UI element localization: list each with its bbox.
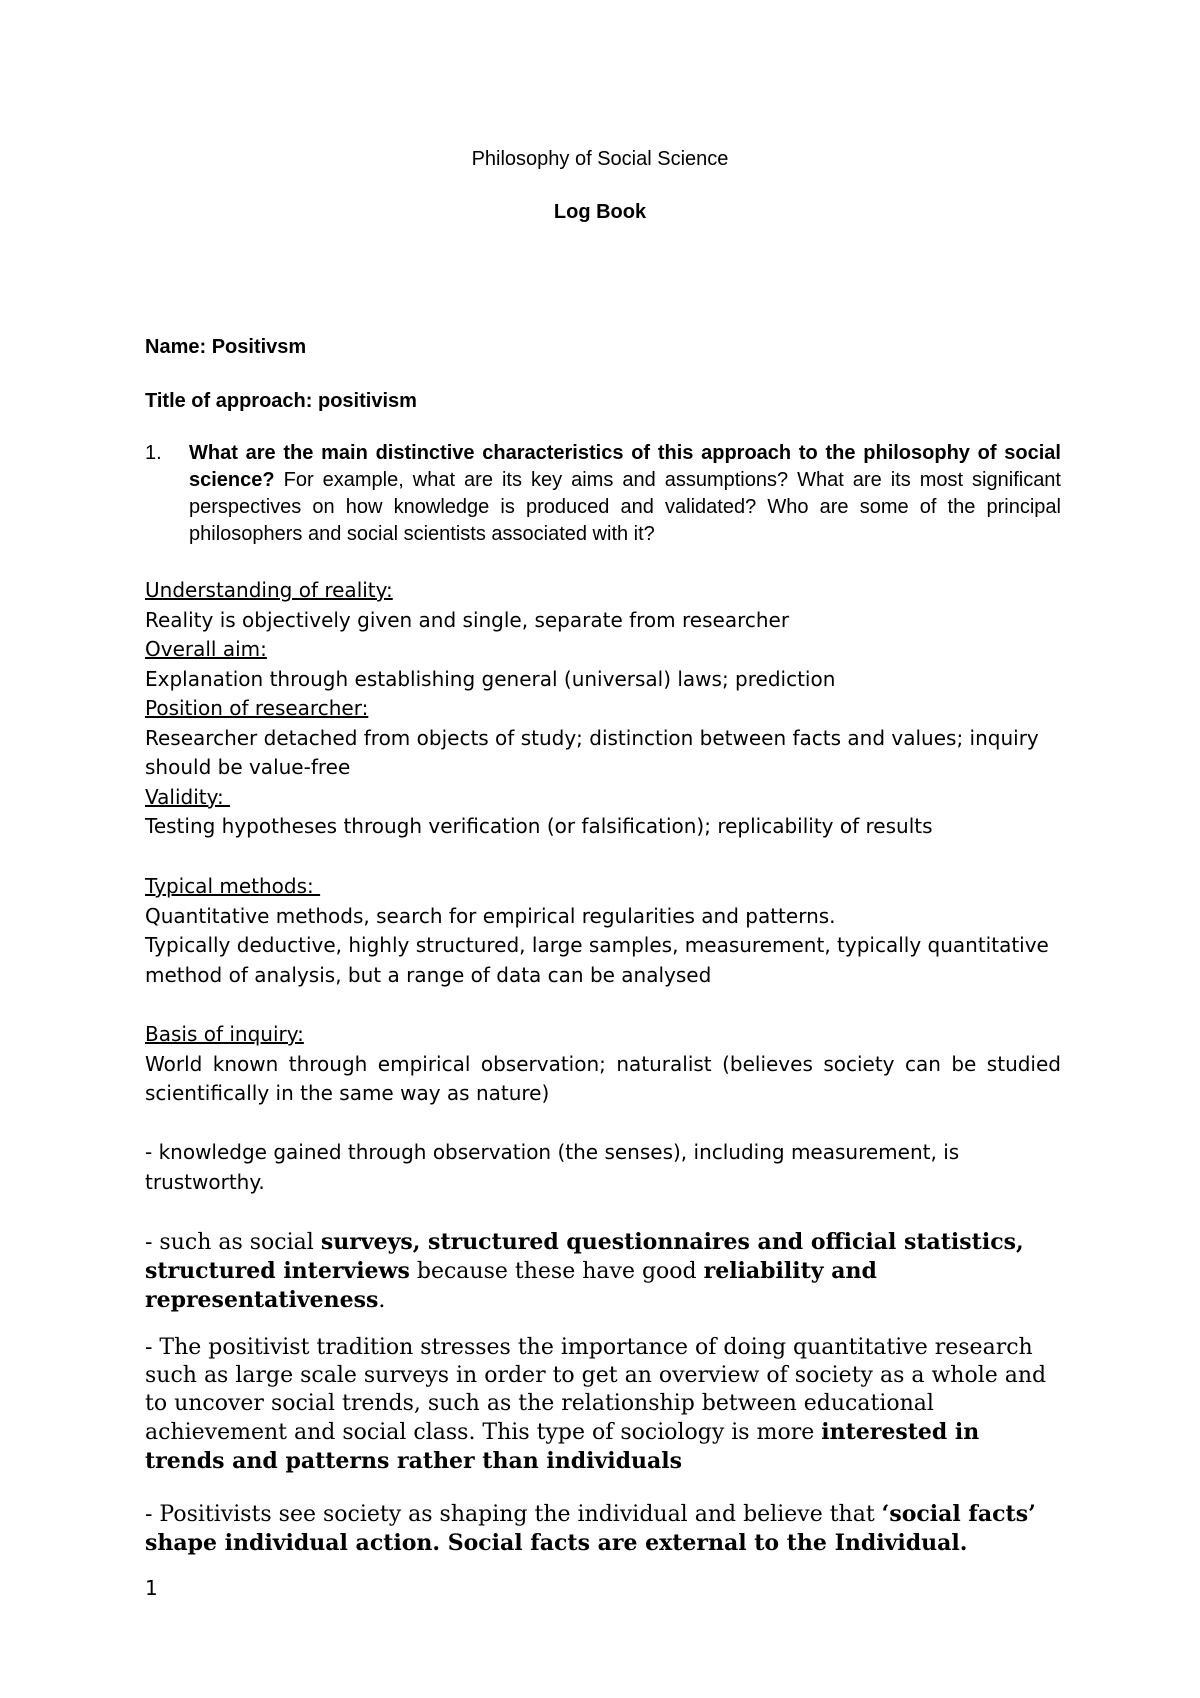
p1-text-a: - such as social (145, 1230, 321, 1255)
approach-title-label: Title of approach: (145, 390, 313, 412)
methods-text-1: Quantitative methods, search for empirical regularities and patterns. (145, 903, 836, 928)
reality-heading: Understanding of reality: (145, 578, 393, 602)
positivist-tradition-paragraph (145, 1334, 1061, 1476)
methods-text-2: Typically deductive, highly structured, large samples, measurement, typically quantitative method of analysis, but a range of data can be analysed (145, 933, 1049, 987)
aim-heading: Overall aim: (145, 637, 267, 661)
knowledge-paragraph: - knowledge gained through observation (the senses), including measurement, is trustworthy. (145, 1140, 960, 1194)
question-number: 1. (145, 442, 162, 464)
p2-text-a: - The positivist tradition stresses the importance of doing quantitative research such as large scale surveys in order to get an overview of society as a whole and to uncover social trends, such as the relationship between educational achievement and social class. This type of sociology is more (145, 1335, 1047, 1445)
basis-block (145, 1020, 1061, 1109)
aim-text: Explanation through establishing general (universal) laws; prediction (145, 666, 836, 691)
p1-text-e: . (378, 1288, 386, 1313)
characteristics-block (145, 576, 1061, 842)
methods-heading: Typical methods: (145, 874, 321, 898)
p2-bold-b: interested in trends and patterns rather than individuals (145, 1419, 980, 1474)
methods-examples-paragraph (145, 1228, 1061, 1315)
social-facts-paragraph (145, 1500, 1061, 1558)
question-rest-text: For example, what are its key aims and assumptions? What are its most significant perspectives on how knowledge is produced and validated? Who are some of the principal philosophers and social scientists associated with it? (189, 469, 1061, 545)
question-1 (145, 440, 1061, 548)
p1-bold-b: surveys, structured questionnaires and official statistics, structured interviews (145, 1229, 1024, 1284)
position-text: Researcher detached from objects of study; distinction between facts and values; inquiry should be value-free (145, 725, 1039, 779)
basis-heading: Basis of inquiry: (145, 1022, 304, 1046)
basis-text: World known through empirical observation; naturalist (believes society can be studied scientifically in the same way as nature) (145, 1051, 1061, 1105)
methods-block (145, 872, 1061, 990)
page-number: 1 (145, 1576, 158, 1600)
question-text (189, 440, 1061, 548)
p1-text-c: because these have good (409, 1259, 704, 1284)
name-label: Name: (145, 336, 207, 358)
name-field (145, 335, 1061, 359)
question-bold-text: What are the main distinctive characteristics of this approach to the philosophy of social science? (189, 442, 1061, 491)
document-subtitle: Log Book (553, 201, 647, 223)
validity-heading: Validity: (145, 784, 231, 809)
position-heading: Position of researcher: (145, 696, 369, 720)
document-title: Philosophy of Social Science (471, 148, 729, 170)
validity-text: Testing hypotheses through verification (or falsification); replicability of results (145, 814, 933, 838)
p1-bold-d: reliability and representativeness (145, 1258, 877, 1313)
p3-bold-b: ‘social facts’ shape individual action. Social facts are external to the Individual. (145, 1501, 1036, 1556)
approach-title-field (145, 389, 1061, 413)
p3-text-a: - Positivists see society as shaping the individual and believe that (145, 1502, 882, 1527)
approach-title-value: positivism (317, 390, 417, 412)
reality-text: Reality is objectively given and single, separate from researcher (145, 607, 790, 632)
name-value: Positivsm (211, 336, 307, 358)
